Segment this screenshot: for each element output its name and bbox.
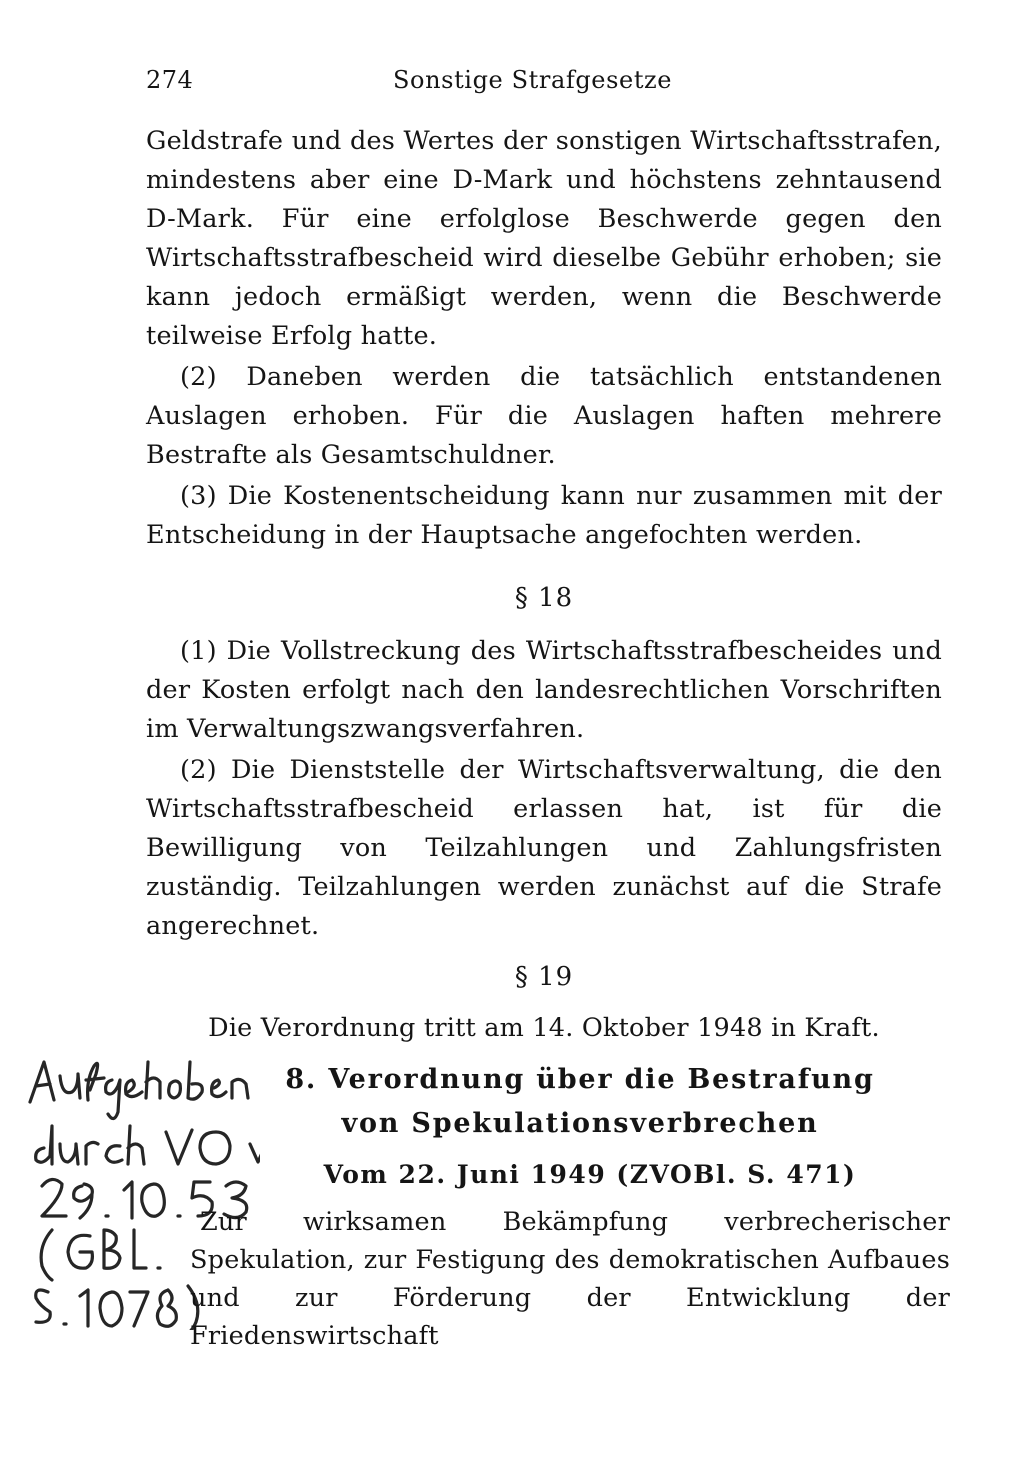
paragraph-19: Die Verordnung tritt am 14. Oktober 1948 in Kraft. [208,1013,880,1043]
paragraph-18-1: (1) Die Vollstreckung des Wirtschaftsstrafbescheides und der Kosten erfolgt nach den landesrechtlichen Vorschriften im Verwaltungszwangsverfahren. [146,636,942,744]
article-title [150,1058,950,1146]
paragraph-continuation: Geldstrafe und des Wertes der sonstigen Wirtschaftsstrafen, mindestens aber eine D-Mark und höchstens zehntausend D-Mark. Für eine erfolglose Beschwerde gegen den Wirtschaftsstrafbescheid wird dieselbe Gebühr erhoben; sie kann jedoch ermäßigt werden, wenn die Beschwerde teilweise Erfolg hatte. [146,126,942,351]
section-19-heading: § 19 [514,962,574,992]
page-header [146,66,942,106]
section-18-heading: § 18 [514,583,574,613]
body-text [146,122,942,1048]
article-title-line-2: von Spekulationsverbrechen [341,1108,819,1139]
paragraph-17-2: (2) Daneben werden die tatsächlich entstandenen Auslagen erhoben. Für die Auslagen haften mehrere Bestrafte als Gesamtschuldner. [146,362,942,470]
page-number: 274 [146,66,194,94]
paragraph-18-2: (2) Die Dienststelle der Wirtschaftsverwaltung, die den Wirtschaftsstrafbescheid erlassen hat, ist für die Bewilligung von Teilzahlungen und Zahlungsfristen zuständig. Teilzahlungen werden zunächst auf die Strafe angerechnet. [146,755,942,941]
article-title-line-1: 8. Verordnung über die Bestrafung [285,1064,875,1095]
article-date: Vom 22. Juni 1949 (ZVOBl. S. 471) [323,1160,857,1189]
article-preamble: Zur wirksamen Bekämpfung verbrecherischer Spekulation, zur Festigung des demokratischen Aufbaues und zur Förderung der Entwicklung der Friedenswirtschaft [190,1207,950,1351]
paragraph-17-3: (3) Die Kostenentscheidung kann nur zusammen mit der Entscheidung in der Hauptsache angefochten werden. [146,481,942,550]
article [150,1058,950,1381]
running-head: Sonstige Strafgesetze [393,66,673,94]
